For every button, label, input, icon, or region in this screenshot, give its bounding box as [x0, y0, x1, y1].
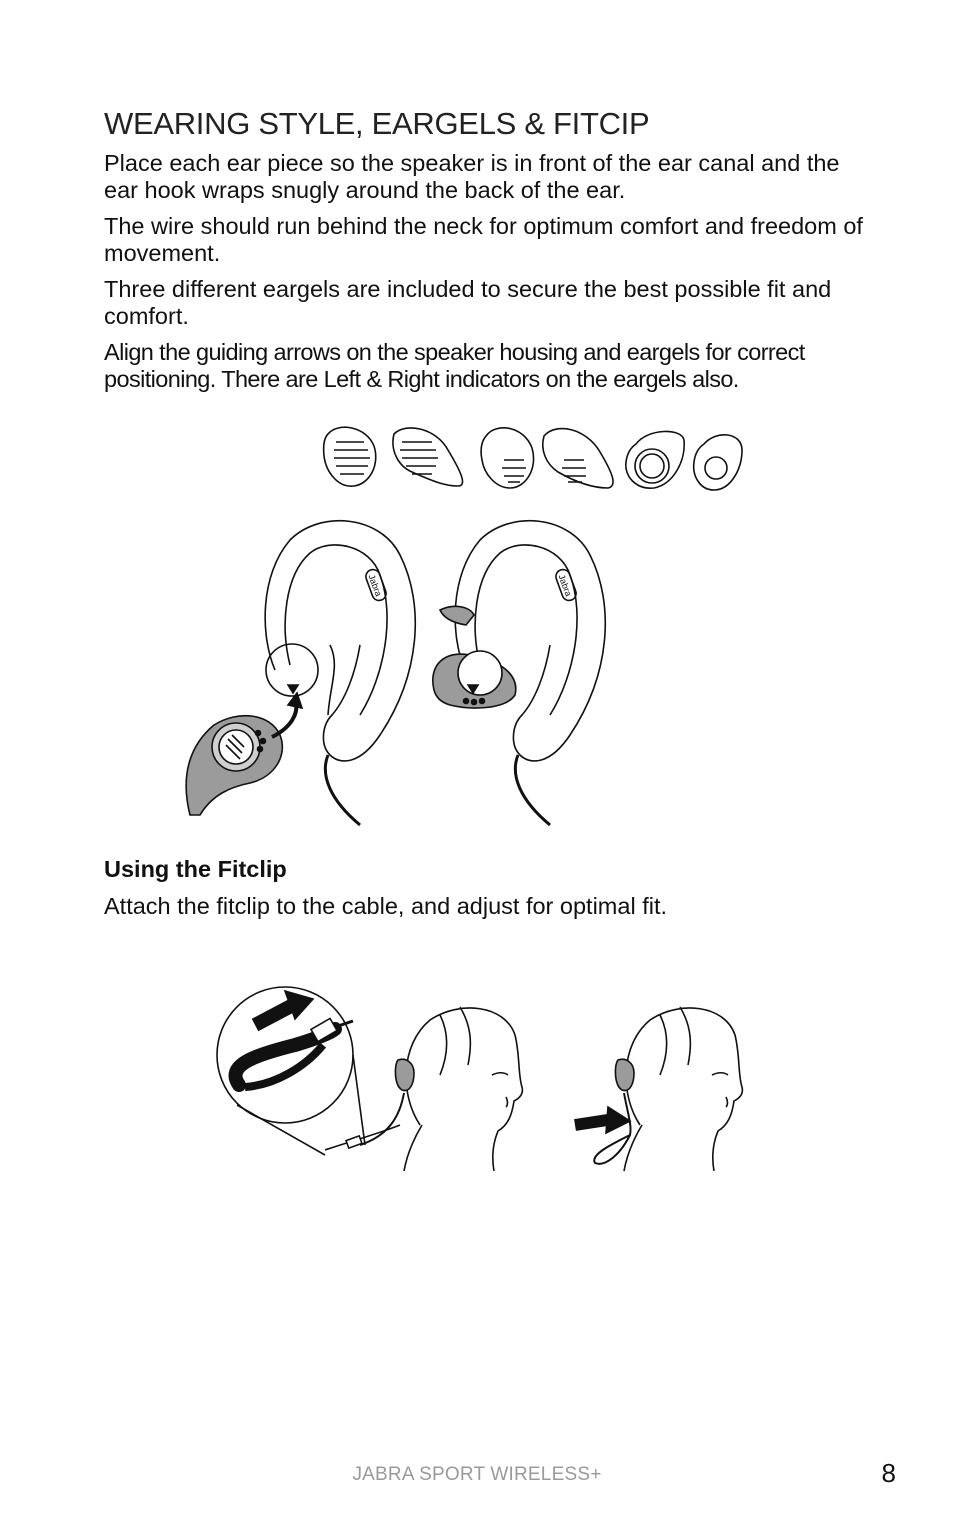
fitclip-illustration	[215, 975, 745, 1185]
brand-label-right: Jabra	[556, 573, 574, 598]
eargel-small-ring	[626, 431, 684, 488]
eargel-attach	[186, 693, 302, 815]
footer-product-name: JABRA SPORT WIRELESS+	[352, 1464, 602, 1485]
fitclip-instruction: Attach the fitclip to the cable, and adjust for optimal fit.	[104, 893, 668, 919]
eargel-large-left	[324, 427, 376, 486]
paragraph-align: Align the guiding arrows on the speaker housing and eargels for correct positioning. There are Left & Right indicators on the eargels also.	[104, 339, 805, 392]
earpiece-right	[433, 521, 605, 825]
head-with-fitclip	[360, 1007, 522, 1171]
paragraph-eargels: Three different eargels are included to secure the best possible fit and comfort.	[104, 276, 832, 329]
paragraph-placement: Place each ear piece so the speaker is in front of the ear canal and the ear hook wraps snugly around the back of the ear.	[104, 150, 840, 203]
fitclip-heading: Using the Fitclip	[104, 856, 287, 882]
eargels-illustration	[318, 420, 748, 500]
page-number: 8	[881, 1458, 896, 1488]
fitclip-zoom-inset	[217, 987, 365, 1155]
head-adjusted-fit	[575, 1007, 742, 1171]
paragraph-wire: The wire should run behind the neck for optimum comfort and freedom of movement.	[104, 213, 863, 266]
eargel-large-right	[393, 428, 463, 486]
brand-label-left: Jabra	[366, 573, 384, 598]
eargel-medium-right	[543, 429, 613, 488]
eargel-medium-left	[481, 428, 534, 488]
page-title: WEARING STYLE, EARGELS & FITCIP	[104, 106, 650, 141]
eargel-small-plain	[694, 435, 742, 490]
earpieces-illustration	[180, 515, 640, 830]
earpiece-left	[265, 521, 415, 825]
